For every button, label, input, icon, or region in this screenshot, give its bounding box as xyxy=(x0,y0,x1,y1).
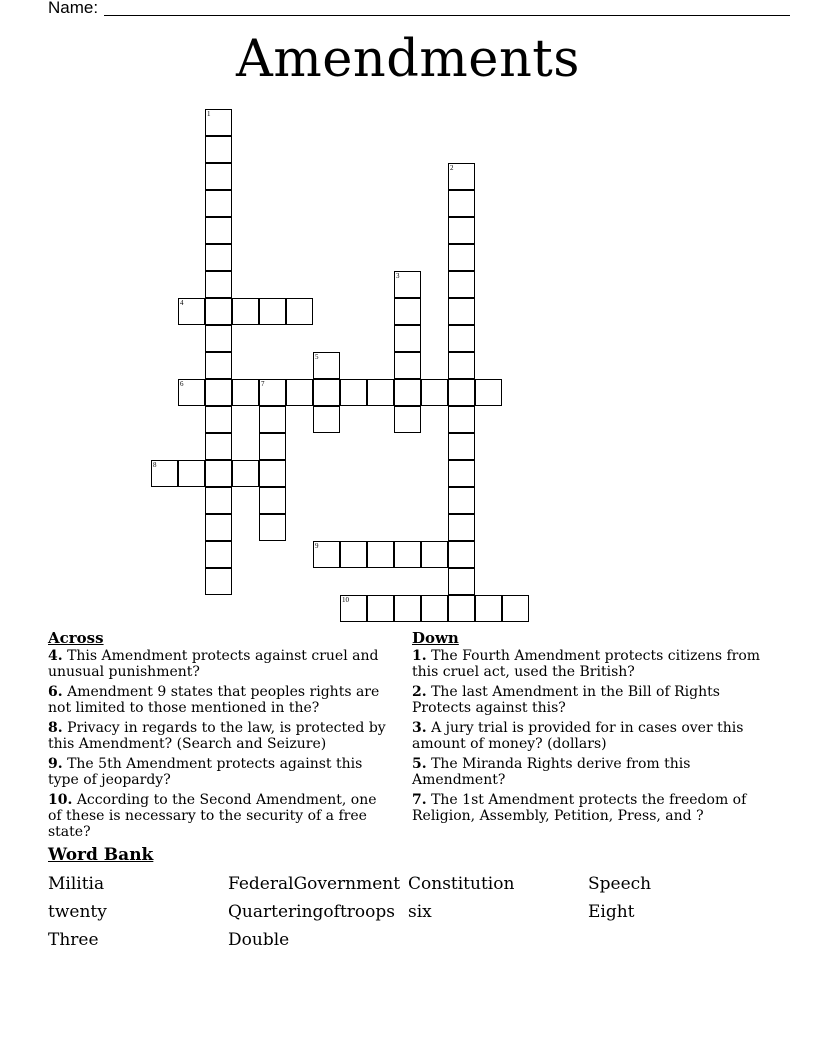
crossword-cell[interactable] xyxy=(205,190,232,217)
crossword-cell[interactable] xyxy=(340,379,367,406)
crossword-cell[interactable] xyxy=(448,379,475,406)
clue-down-1: 1. The Fourth Amendment protects citizens from this cruel act, used the British? xyxy=(412,648,761,680)
clue-number-label: 3 xyxy=(396,272,400,280)
crossword-cell[interactable] xyxy=(205,325,232,352)
crossword-cell[interactable] xyxy=(448,352,475,379)
crossword-cell[interactable] xyxy=(205,460,232,487)
clue-down-7: 7. The 1st Amendment protects the freedom of Religion, Assembly, Petition, Press, and ? xyxy=(412,792,747,824)
clue-number-label: 7 xyxy=(261,380,265,388)
crossword-cell[interactable] xyxy=(205,217,232,244)
word-bank-word: six xyxy=(408,902,432,922)
crossword-cell[interactable] xyxy=(448,298,475,325)
crossword-cell[interactable] xyxy=(232,298,259,325)
word-bank-word: Double xyxy=(228,930,290,950)
crossword-cell[interactable] xyxy=(205,352,232,379)
clue-across-6: 6. Amendment 9 states that peoples rights are not limited to those mentioned in the? xyxy=(48,684,380,716)
clue-down-2: 2. The last Amendment in the Bill of Rights Protects against this? xyxy=(412,684,720,716)
clue-across-10: 10. According to the Second Amendment, one of these is necessary to the security of a free state? xyxy=(48,792,377,840)
crossword-cell[interactable] xyxy=(205,244,232,271)
crossword-cell[interactable] xyxy=(394,406,421,433)
crossword-cell[interactable] xyxy=(448,244,475,271)
crossword-cell[interactable] xyxy=(205,406,232,433)
crossword-cell[interactable] xyxy=(448,271,475,298)
crossword-cell[interactable] xyxy=(394,595,421,622)
crossword-cell[interactable] xyxy=(259,406,286,433)
crossword-cell[interactable] xyxy=(205,271,232,298)
crossword-cell[interactable] xyxy=(259,433,286,460)
crossword-cell[interactable] xyxy=(286,379,313,406)
crossword-cell[interactable] xyxy=(448,568,475,595)
page-title: Amendments xyxy=(236,30,580,89)
crossword-cell[interactable] xyxy=(259,298,286,325)
crossword-cell[interactable] xyxy=(448,325,475,352)
down-heading: Down xyxy=(412,629,459,647)
word-bank-word: Speech xyxy=(588,874,652,894)
clue-number-label: 9 xyxy=(315,542,319,550)
crossword-cell[interactable] xyxy=(178,460,205,487)
crossword-cell[interactable] xyxy=(448,460,475,487)
crossword-cell[interactable] xyxy=(448,433,475,460)
clue-across-8: 8. Privacy in regards to the law, is protected by this Amendment? (Search and Seizure) xyxy=(48,720,386,752)
clue-number-label: 8 xyxy=(153,461,157,469)
clue-number-label: 10 xyxy=(342,596,349,604)
crossword-cell[interactable] xyxy=(475,595,502,622)
crossword-cell[interactable] xyxy=(205,541,232,568)
across-heading: Across xyxy=(48,629,104,647)
crossword-cell[interactable] xyxy=(367,541,394,568)
crossword-cell[interactable] xyxy=(475,379,502,406)
crossword-cell[interactable] xyxy=(205,379,232,406)
crossword-cell[interactable] xyxy=(259,460,286,487)
crossword-cell[interactable] xyxy=(448,541,475,568)
word-bank-word: Quarteringoftroops xyxy=(228,902,395,922)
crossword-cell[interactable] xyxy=(448,595,475,622)
word-bank-word: Three xyxy=(48,930,99,950)
crossword-cell[interactable] xyxy=(367,595,394,622)
crossword-cell[interactable] xyxy=(286,298,313,325)
crossword-cell[interactable] xyxy=(394,325,421,352)
clue-down-3: 3. A jury trial is provided for in cases over this amount of money? (dollars) xyxy=(412,720,744,752)
word-bank-word: FederalGovernment xyxy=(228,874,401,894)
crossword-cell[interactable] xyxy=(421,541,448,568)
clue-across-9: 9. The 5th Amendment protects against this type of jeopardy? xyxy=(48,756,363,788)
word-bank-word: Constitution xyxy=(408,874,515,894)
clue-number-label: 4 xyxy=(180,299,184,307)
crossword-cell[interactable] xyxy=(205,514,232,541)
clue-down-5: 5. The Miranda Rights derive from this Amendment? xyxy=(412,756,691,788)
crossword-cell[interactable] xyxy=(340,541,367,568)
crossword-cell[interactable] xyxy=(394,379,421,406)
crossword-cell[interactable] xyxy=(232,460,259,487)
crossword-cell[interactable] xyxy=(205,568,232,595)
crossword-cell[interactable] xyxy=(205,163,232,190)
across-clues xyxy=(48,630,393,844)
word-bank-heading: Word Bank xyxy=(48,845,154,865)
crossword-cell[interactable] xyxy=(394,298,421,325)
crossword-cell[interactable] xyxy=(313,379,340,406)
crossword-cell[interactable] xyxy=(367,379,394,406)
crossword-cell[interactable] xyxy=(448,487,475,514)
crossword-cell[interactable] xyxy=(205,433,232,460)
crossword-cell[interactable] xyxy=(259,487,286,514)
crossword-cell[interactable] xyxy=(394,352,421,379)
crossword-cell[interactable] xyxy=(502,595,529,622)
clue-number-label: 1 xyxy=(207,110,211,118)
clue-number-label: 6 xyxy=(180,380,184,388)
crossword-cell[interactable] xyxy=(313,406,340,433)
clue-number-label: 2 xyxy=(450,164,454,172)
down-clues xyxy=(412,630,762,828)
crossword-cell[interactable] xyxy=(394,541,421,568)
crossword-cell[interactable] xyxy=(205,487,232,514)
crossword-cell[interactable] xyxy=(448,514,475,541)
crossword-cell[interactable] xyxy=(448,406,475,433)
word-bank-word: Eight xyxy=(588,902,635,922)
crossword-cell[interactable] xyxy=(448,217,475,244)
word-bank-word: twenty xyxy=(48,902,107,922)
crossword-cell[interactable] xyxy=(421,379,448,406)
crossword-cell[interactable] xyxy=(421,595,448,622)
word-bank-word: Militia xyxy=(48,874,105,894)
crossword-cell[interactable] xyxy=(205,298,232,325)
clue-across-4: 4. This Amendment protects against cruel and unusual punishment? xyxy=(48,648,379,680)
name-label: Name: xyxy=(48,0,99,17)
clue-number-label: 5 xyxy=(315,353,319,361)
crossword-cell[interactable] xyxy=(205,136,232,163)
crossword-cell[interactable] xyxy=(259,514,286,541)
crossword-cell[interactable] xyxy=(448,190,475,217)
crossword-cell[interactable] xyxy=(232,379,259,406)
